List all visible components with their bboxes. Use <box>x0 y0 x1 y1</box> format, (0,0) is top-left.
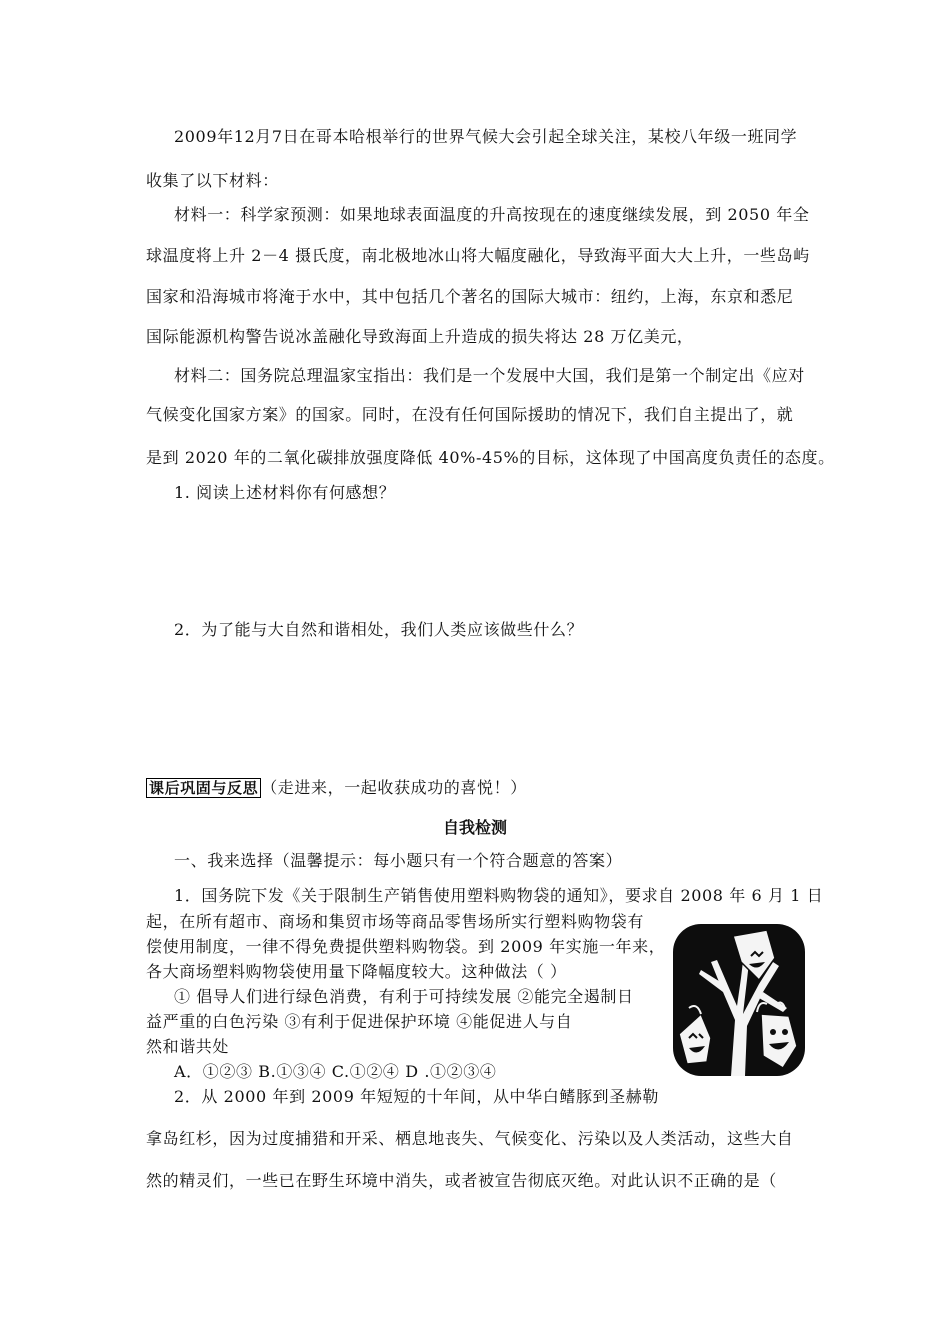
item1-line-1: 1．国务院下发《关于限制生产销售使用塑料购物袋的通知》，要求自 2008 年 6 月 1 日 <box>174 886 824 905</box>
section-heading: 课后巩固与反思 <box>146 778 261 798</box>
question-1: 1. 阅读上述材料你有何感想？ <box>174 483 396 502</box>
intro-line-2: 收集了以下材料： <box>146 171 279 190</box>
item1-line-7: 然和谐共处 <box>146 1037 230 1056</box>
material-two-line-2: 气候变化国家方案》的国家。同时，在没有任何国际援助的情况下，我们自主提出了，就 <box>146 405 794 424</box>
item2-line-3: 然的精灵们，一些已在野生环境中消失，或者被宣告彻底灭绝。对此认识不正确的是（ <box>146 1171 777 1190</box>
item1-line-6: 益严重的白色污染 ③有利于促进保护环境 ④能促进人与自 <box>146 1012 573 1031</box>
material-two-line-3: 是到 2020 年的二氧化碳排放强度降低 40%-45%的目标，这体现了中国高度负责任的态度。 <box>146 448 835 467</box>
item2-line-2: 拿岛红杉，因为过度捕猎和开采、栖息地丧失、气候变化、污染以及人类活动，这些大自 <box>146 1129 794 1148</box>
item1-line-2: 起，在所有超市、商场和集贸市场等商品零售场所实行塑料购物袋有 <box>146 912 645 931</box>
item1-line-5: ① 倡导人们进行绿色消费，有利于可持续发展 ②能完全遏制日 <box>174 987 634 1006</box>
question-2: 2．为了能与大自然和谐相处，我们人类应该做些什么？ <box>174 620 584 639</box>
plastic-bag-tree-illustration <box>671 922 807 1078</box>
item2-line-1: 2．从 2000 年到 2009 年短短的十年间，从中华白鳍豚到圣赫勒 <box>174 1087 659 1106</box>
material-two-line-1: 材料二：国务院总理温家宝指出：我们是一个发展中大国，我们是第一个制定出《应对 <box>174 366 805 385</box>
material-one-line-4: 国际能源机构警告说冰盖融化导致海面上升造成的损失将达 28 万亿美元， <box>146 327 694 346</box>
intro-line-1: 2009年12月7日在哥本哈根举行的世界气候大会引起全球关注，某校八年级一班同学 <box>174 127 798 146</box>
item1-options: A．①②③ B.①③④ C.①②④ D .①②③④ <box>174 1062 497 1081</box>
material-one-line-2: 球温度将上升 2－4 摄氏度，南北极地冰山将大幅度融化，导致海平面大大上升，一些岛屿 <box>146 246 810 265</box>
section-heading-note: （走进来，一起收获成功的喜悦！） <box>261 778 527 797</box>
section-heading-line <box>146 778 527 798</box>
item1-line-4: 各大商场塑料购物袋使用量下降幅度较大。这种做法（ ） <box>146 962 567 981</box>
material-one-line-1: 材料一：科学家预测：如果地球表面温度的升高按现在的速度继续发展，到 2050 年全 <box>174 205 810 224</box>
item1-line-3: 偿使用制度，一律不得免费提供塑料购物袋。到 2009 年实施一年来， <box>146 937 666 956</box>
self-test-title: 自我检测 <box>442 818 507 837</box>
material-one-line-3: 国家和沿海城市将淹于水中，其中包括几个著名的国际大城市：纽约，上海，东京和悉尼 <box>146 287 794 306</box>
part-one-heading: 一、我来选择（温馨提示：每小题只有一个符合题意的答案） <box>174 851 623 870</box>
